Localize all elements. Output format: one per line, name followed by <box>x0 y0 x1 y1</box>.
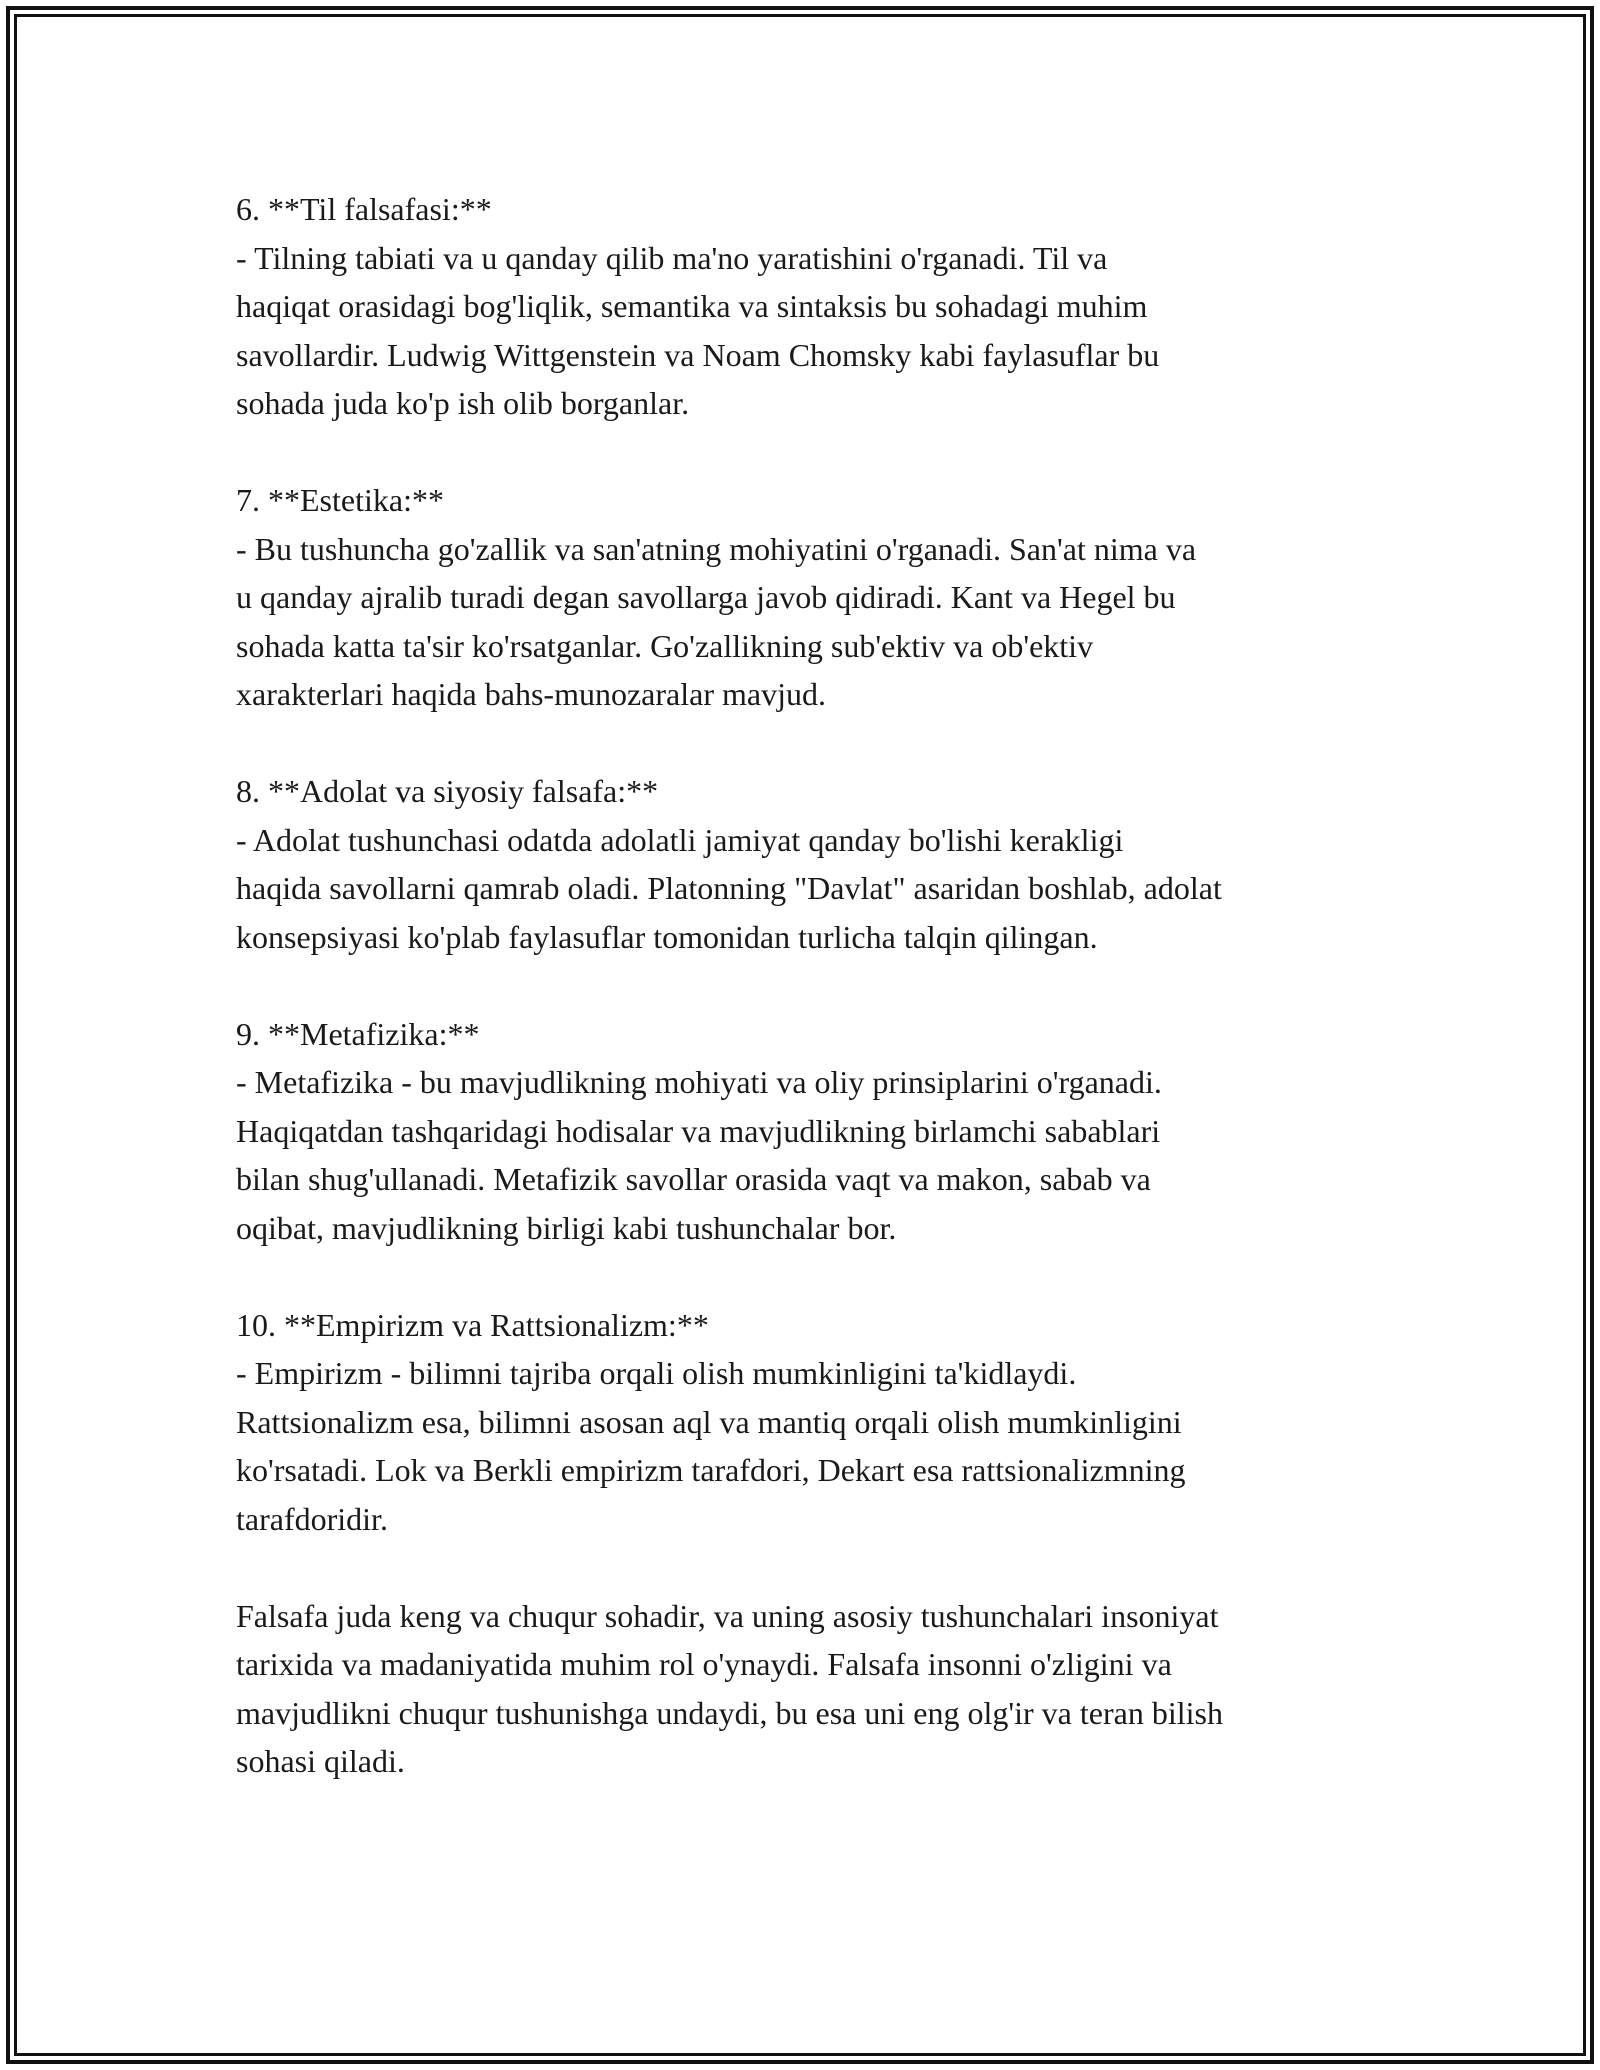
conclusion-paragraph: Falsafa juda keng va chuqur sohadir, va uning asosiy tushunchalari insoniyat tarixida va madaniyatida muhim rol o'ynaydi. Falsafa insonni o'zligini va mavjudlikni chuqur tushunishga undaydi, bu esa uni eng olg'ir va teran bilish sohasi qiladi. <box>236 1597 1223 1779</box>
section-heading: 8. **Adolat va siyosiy falsafa:** <box>236 773 659 809</box>
section-paragraph: - Bu tushuncha go'zallik va san'atning mohiyatini o'rganadi. San'at nima va u qanday ajralib turadi degan savollarga javob qidiradi. Kant va Hegel bu sohada katta ta'sir ko'rsatganlar. Go'zallikning sub'ektiv va ob'ektiv xarakterlari haqida bahs-munozaralar mavjud. <box>236 530 1197 712</box>
section-heading: 6. **Til falsafasi:** <box>236 191 492 227</box>
section-heading: 9. **Metafizika:** <box>236 1015 480 1052</box>
section-til-falsafasi <box>236 185 1386 428</box>
document-body <box>236 185 1386 1786</box>
section-estetika <box>236 476 1386 719</box>
section-empirizm <box>236 1301 1386 1544</box>
section-paragraph: - Metafizika - bu mavjudlikning mohiyati va oliy prinsiplarini o'rganadi. Haqiqatdan tashqaridagi hodisalar va mavjudlikning birlamchi sabablari bilan shug'ullanadi. Metafizik savollar orasida vaqt va makon, sabab va oqibat, mavjudlikning birligi kabi tushunchalar bor. <box>236 1064 1162 1246</box>
section-paragraph: - Adolat tushunchasi odatda adolatli jamiyat qanday bo'lishi kerakligi haqida savollarni qamrab oladi. Platonning "Davlat" asaridan boshlab, adolat konsepsiyasi ko'plab faylasuflar tomonidan turlicha talqin qilingan. <box>236 821 1222 955</box>
section-adolat <box>236 767 1386 961</box>
section-metafizika <box>236 1010 1386 1253</box>
section-heading: 7. **Estetika:** <box>236 482 444 518</box>
section-paragraph: - Tilning tabiati va u qanday qilib ma'no yaratishini o'rganadi. Til va haqiqat orasidagi bog'liqlik, semantika va sintaksis bu sohadagi muhim savollardir. Ludwig Wittgenstein va Noam Chomsky kabi faylasuflar bu sohada juda ko'p ish olib borganlar. <box>236 239 1160 421</box>
section-paragraph: - Empirizm - bilimni tajriba orqali olish mumkinligini ta'kidlaydi. Rattsionalizm esa, bilimni asosan aql va mantiq orqali olish mumkinligini ko'rsatadi. Lok va Berkli empirizm tarafdori, Dekart esa rattsionalizmning tarafdoridir. <box>236 1355 1186 1537</box>
section-heading: 10. **Empirizm va Rattsionalizm:** <box>236 1306 709 1343</box>
